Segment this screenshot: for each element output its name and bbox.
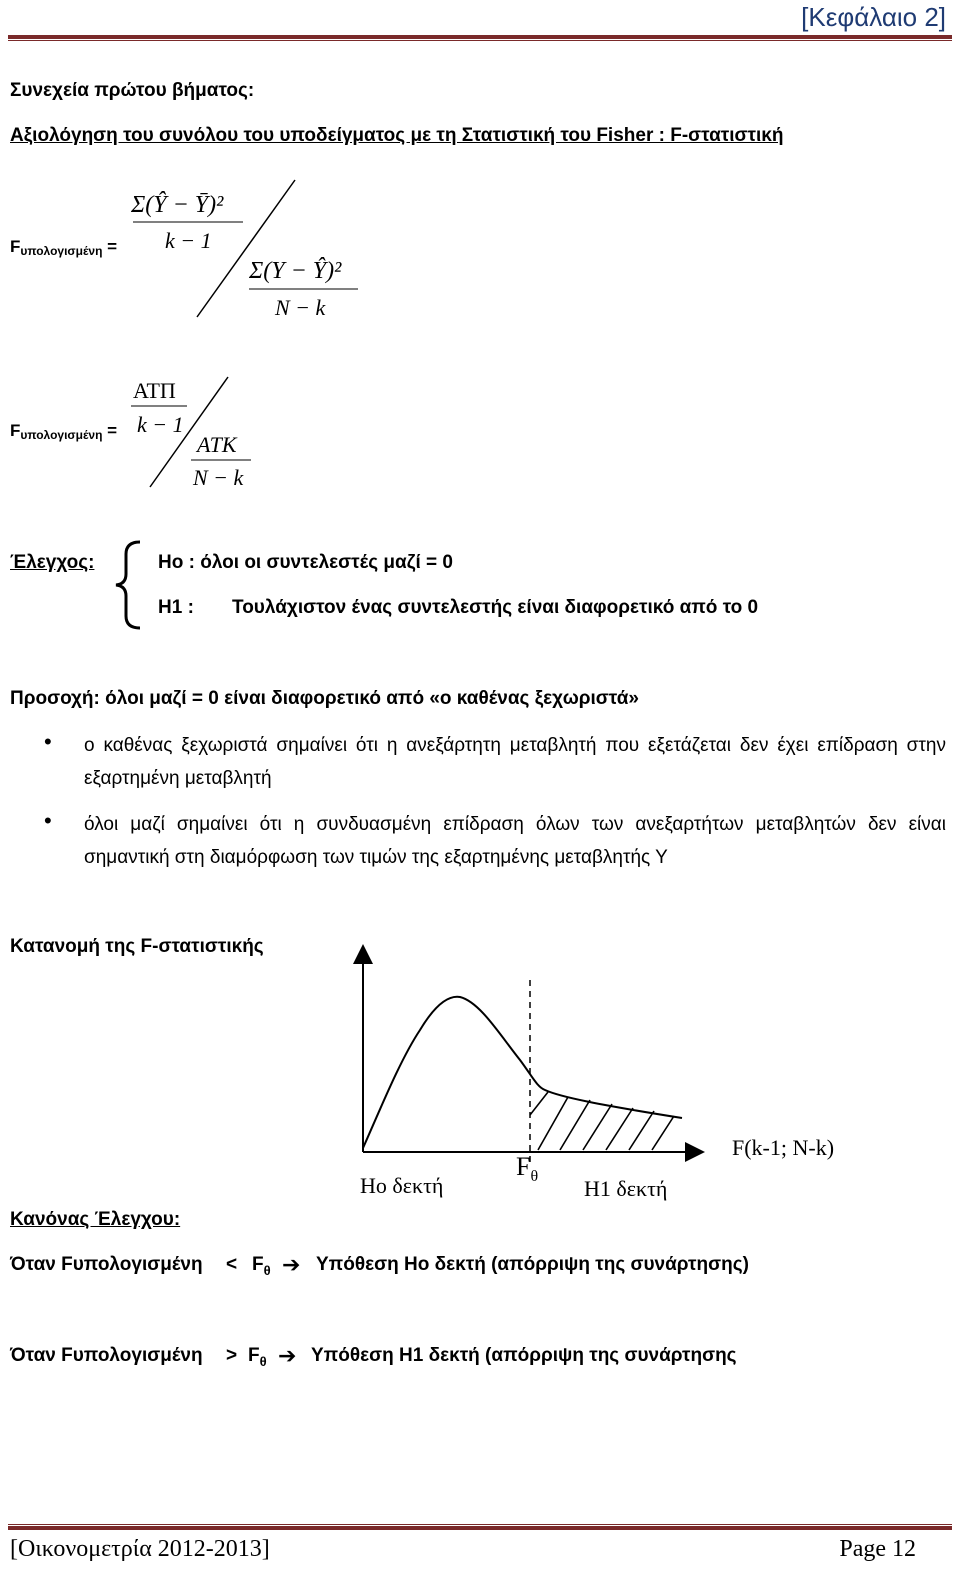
curly-brace [112, 540, 146, 630]
bullet-dot: • [44, 808, 52, 833]
h1-accept-label: H1 δεκτή [584, 1176, 668, 1201]
formula2-numerator: ΑΤΠ [133, 378, 176, 403]
section-heading: Συνεχεία πρώτου βήματος: [10, 80, 255, 101]
bullet-item: ο καθένας ξεχωριστά σημαίνει ότι η ανεξάρτητη μεταβλητή που εξετάζεται δεν έχει επίδραση στην εξαρτημένη μεταβλητή [84, 735, 946, 789]
bullet-item: όλοι μαζί σημαίνει ότι η συνδυασμένη επίδραση όλων των ανεξαρτήτων μεταβλητών δεν είναι σημαντική στη διαμόρφωση των τιμών της εξαρτημένης μεταβλητής Υ [84, 814, 946, 868]
critical-value-label: $F_\theta$ [516, 1152, 539, 1185]
formula2-fraction [125, 372, 265, 494]
rule-line-1-result: Υπόθεση Ho δεκτή (απόρριψη της συνάρτησης) [316, 1254, 749, 1275]
density-curve [363, 997, 682, 1148]
test-label: Έλεγχος: [10, 552, 95, 573]
formula1-label: $F_{\upsilon\pi o\lambda o\gamma\iota\sigma\mu έ\nu\eta}$ = [10, 237, 118, 258]
formula2-denominator-den: N − k [193, 465, 244, 490]
rule-line-2-result: Υπόθεση Η1 δεκτή (απόρριψη της συνάρτησης [311, 1345, 737, 1366]
header-rule [8, 35, 952, 43]
formula2-denominator: ΑΤΚ [197, 432, 237, 457]
hypothesis-h1-label: H1 : [158, 597, 194, 618]
distribution-label: F(k-1; N-k) [732, 1135, 835, 1160]
footer-rule [8, 1524, 952, 1532]
formula1-numerator-den: k − 1 [165, 228, 212, 253]
attention-note: Προσοχή: όλοι μαζί = 0 είναι διαφορετικό από «ο καθένας ξεχωριστά» [10, 688, 639, 709]
formula2-numerator-den: k − 1 [137, 412, 184, 437]
formula1-fraction [125, 172, 375, 322]
arrow-right-icon: ➔ [278, 1343, 297, 1368]
formula1-denominator-sum: Σ(Y − Ŷ)² [249, 258, 342, 284]
arrow-right-icon: ➔ [282, 1252, 301, 1277]
footer-course: [Οικονομετρία 2012-2013] [10, 1536, 270, 1562]
hypothesis-h0: Ho : όλοι οι συντελεστές μαζί = 0 [158, 552, 453, 573]
formula1-denominator-den: N − k [275, 295, 326, 320]
bullet-dot: • [44, 729, 52, 754]
rule-line-1-f: $F_\theta$ [252, 1254, 271, 1278]
rule-line-2-prefix: Όταν Fυπολογισμένη [10, 1345, 203, 1366]
rule-line-1-prefix: Όταν Fυπολογισμένη [10, 1254, 203, 1275]
section-subheading: Αξιολόγηση του συνόλου του υποδείγματος με τη Στατιστική του Fisher : F-στατιστική [10, 125, 784, 146]
ho-accept-label: Ho δεκτή [360, 1173, 444, 1198]
rule-heading: Κανόνας Έλεγχου: [10, 1209, 181, 1230]
rule-line-1-op: < [226, 1254, 238, 1275]
rule-line-2-f: $F_\theta$ [248, 1345, 267, 1369]
footer-page-number: Page 12 [839, 1536, 916, 1562]
formula1-numerator-sum: Σ(Ŷ − Ȳ)² [131, 192, 224, 218]
distribution-heading: Κατανομή της F-στατιστικής [10, 936, 264, 957]
formula2-label: $F_{\upsilon\pi o\lambda o\gamma\iota\sigma\mu έ\nu\eta}$ = [10, 421, 118, 442]
rejection-region-hatch [530, 1092, 674, 1150]
rule-line-2-op: > [226, 1345, 238, 1366]
f-distribution-diagram [340, 940, 860, 1210]
chapter-header: [Κεφάλαιο 2] [801, 2, 946, 32]
hypothesis-h1: Τουλάχιστον ένας συντελεστής είναι διαφορετικό από το 0 [232, 597, 759, 618]
